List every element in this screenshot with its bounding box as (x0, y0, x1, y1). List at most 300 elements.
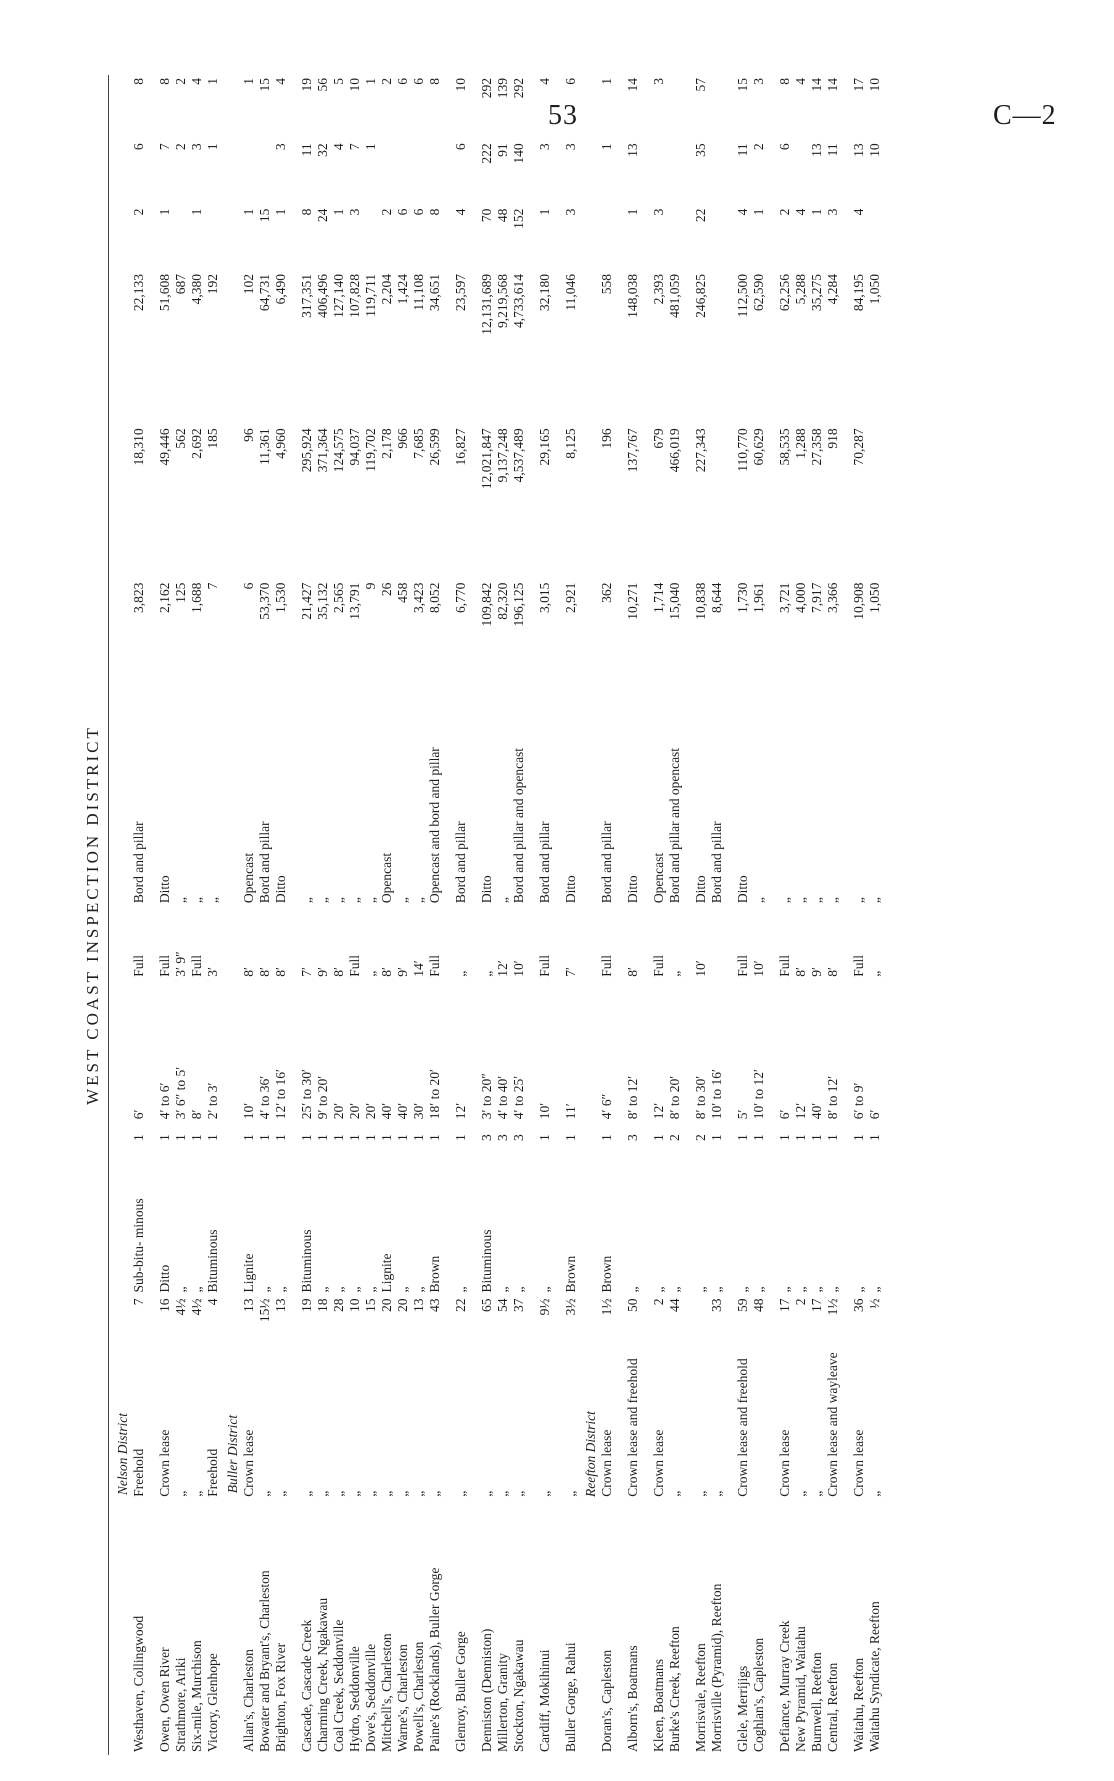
mine-name-cell: Coal Creek, Seddonville (331, 1619, 346, 1752)
coal-class-cell: „ (511, 1286, 526, 1293)
output-total-cell: 9,219,568 (495, 273, 510, 328)
output-previous-cell: 58,535 (777, 428, 792, 466)
working-method-cell: „ (173, 897, 188, 904)
employees-total-cell: 4 (273, 78, 288, 85)
table-row (173, 75, 189, 1755)
employees-below-cell: 1 (751, 208, 766, 216)
output-year-cell: 8,052 (427, 582, 442, 614)
seams-cell: 1 (379, 1134, 394, 1142)
seams-cell: 3 (625, 1134, 640, 1142)
tenure-cell: „ (809, 1490, 824, 1497)
output-total-cell: 62,590 (751, 273, 766, 312)
employees-above-cell: 140 (511, 143, 526, 164)
area-cell: 17 (777, 1298, 792, 1313)
output-year-cell: 3,823 (131, 582, 146, 614)
seams-cell: 3 (495, 1134, 510, 1142)
output-previous-cell: 49,446 (157, 428, 172, 466)
thickness-worked-cell: Full (537, 954, 552, 977)
coal-class-cell: „ (189, 1286, 204, 1293)
coal-class-cell: Lignite (379, 1253, 394, 1293)
mine-name-cell: Glele, Merrijigs (735, 1665, 750, 1752)
employees-total-cell: 10 (867, 78, 882, 92)
thickness-worked-cell: 12′ (495, 960, 510, 977)
output-year-cell: 35,132 (315, 582, 330, 620)
output-previous-cell: 137,767 (625, 428, 640, 473)
output-total-cell (709, 271, 725, 425)
row-spacer (289, 75, 299, 1755)
employees-total-cell: 2 (173, 78, 188, 85)
employees-total-cell: 1 (363, 78, 378, 85)
table-row (315, 75, 331, 1755)
employees-total-cell: 6 (563, 78, 578, 85)
area-cell: 20 (379, 1298, 394, 1313)
coal-class-cell: „ (411, 1286, 426, 1293)
seams-cell: 1 (751, 1134, 766, 1142)
district-title: WEST COAST INSPECTION DISTRICT (83, 725, 102, 1105)
coal-class-cell: „ (825, 1286, 840, 1293)
table-row (427, 75, 443, 1755)
thickness-worked-cell: Full (427, 954, 442, 977)
employees-above-cell: 7 (347, 143, 362, 151)
mine-name-cell: Waitahu, Reefton (851, 1657, 866, 1752)
area-cell: 17 (809, 1298, 824, 1313)
tenure-cell: „ (331, 1490, 346, 1497)
output-total-cell: 687 (173, 273, 188, 295)
seams-cell: 1 (825, 1134, 840, 1142)
mine-name-cell: Kleen, Boatmans (651, 1659, 666, 1752)
employees-below-cell: 152 (511, 208, 526, 229)
output-previous-cell: 8,125 (563, 428, 578, 459)
tenure-cell: „ (363, 1490, 378, 1497)
thickness-worked-cell: 8′ (825, 967, 840, 977)
working-method-cell: Ditto (735, 875, 750, 904)
output-total-cell: 4,284 (825, 273, 840, 305)
mine-name-cell: Morrisvale, Reefton (693, 1643, 708, 1752)
thickness-worked-cell: 9′ (315, 967, 330, 977)
seam-thickness-cell: 4′ to 6′ (157, 1082, 172, 1120)
rotated-table-region (80, 75, 1090, 1755)
table-row (453, 75, 469, 1755)
mine-name-cell: Warne's, Charleston (395, 1644, 410, 1752)
output-year-cell: 3,721 (777, 582, 792, 614)
employees-total-cell: 14 (625, 78, 640, 92)
employees-above-cell: 13 (851, 143, 866, 157)
employees-total-cell: 10 (347, 78, 362, 92)
employees-total-cell: 57 (693, 78, 708, 92)
output-total-cell: 2,393 (651, 273, 666, 305)
employees-below-cell: 1 (241, 208, 256, 216)
row-spacer (767, 75, 777, 1755)
thickness-worked-cell: „ (363, 970, 378, 977)
working-method-cell: Opencast (241, 852, 256, 904)
output-year-cell: 3,366 (825, 582, 840, 614)
employees-above-cell (257, 140, 273, 205)
area-cell: 10 (347, 1298, 362, 1313)
employees-above-cell: 7 (157, 143, 172, 151)
employees-above-cell (379, 140, 395, 205)
employees-total-cell: 4 (189, 78, 204, 85)
thickness-worked-cell: 8′ (257, 967, 272, 977)
output-year-cell: 15,040 (667, 582, 682, 620)
seams-cell: 1 (563, 1134, 578, 1142)
employees-above-cell (709, 140, 725, 205)
employees-total-cell (667, 75, 683, 140)
area-cell: ½ (867, 1298, 882, 1309)
coal-class-cell: Lignite (241, 1253, 256, 1293)
coal-class-cell: Ditto (157, 1264, 172, 1293)
mine-name-cell: Charming Creek, Ngakawau (315, 1597, 330, 1752)
seam-thickness-cell: 18′ to 20′ (427, 1069, 442, 1120)
employees-above-cell: 6 (777, 143, 792, 151)
seam-thickness-cell: 10′ to 16′ (709, 1069, 724, 1120)
employees-total-cell: 4 (793, 78, 808, 85)
coal-class-cell: Bituminous (299, 1229, 314, 1293)
row-spacer (443, 75, 453, 1755)
tenure-cell: „ (379, 1490, 394, 1497)
coal-class-cell: „ (315, 1286, 330, 1293)
employees-below-cell: 2 (131, 208, 146, 216)
employees-above-cell: 11 (825, 143, 840, 157)
working-method-cell: Bord and pillar (537, 821, 552, 904)
area-cell: 43 (427, 1298, 442, 1313)
mine-name-cell: Burke's Creek, Reefton (667, 1626, 682, 1752)
output-year-cell: 3,015 (537, 582, 552, 614)
output-previous-cell: 7,685 (411, 428, 426, 459)
tenure-cell: Crown lease (599, 1429, 614, 1497)
row-spacer (147, 75, 157, 1755)
employees-below-cell: 3 (825, 208, 840, 216)
coal-class-cell: „ (777, 1286, 792, 1293)
seams-cell: 1 (709, 1134, 724, 1142)
employees-above-cell: 2 (751, 143, 766, 151)
district-subheading: Buller District (225, 1414, 240, 1494)
output-year-cell: 458 (395, 582, 410, 603)
output-year-cell: 7 (205, 582, 220, 590)
output-previous-cell (709, 425, 725, 579)
tenure-cell: „ (347, 1490, 362, 1497)
seams-cell: 2 (693, 1134, 708, 1142)
working-method-cell: „ (331, 897, 346, 904)
area-cell: 20 (395, 1298, 410, 1313)
area-cell: 2 (793, 1298, 808, 1306)
employees-below-cell: 1 (331, 208, 346, 216)
tenure-cell: Crown lease (157, 1429, 172, 1497)
seam-thickness-cell: 4′ to 25′ (511, 1075, 526, 1120)
seams-cell: 3 (511, 1134, 526, 1142)
working-method-cell: Ditto (479, 875, 494, 904)
output-total-cell: 34,651 (427, 273, 442, 312)
coal-class-cell: „ (495, 1286, 510, 1293)
employees-total-cell: 2 (379, 78, 394, 85)
seam-thickness-cell: 20′ (347, 1102, 362, 1120)
employees-above-cell (651, 140, 667, 205)
mine-name-cell: Doran's, Capleston (599, 1649, 614, 1752)
thickness-worked-cell: 3′ 9″ (173, 951, 188, 977)
employees-below-cell: 1 (625, 208, 640, 216)
output-total-cell: 102 (241, 273, 256, 295)
table-row (793, 75, 809, 1755)
employees-above-cell (427, 140, 443, 205)
seams-cell: 1 (793, 1134, 808, 1142)
seams-cell: 1 (777, 1134, 792, 1142)
seams-cell: 1 (651, 1134, 666, 1142)
working-method-cell: „ (395, 897, 410, 904)
output-year-cell: 10,838 (693, 582, 708, 620)
seam-thickness-cell: 8′ to 30′ (693, 1075, 708, 1120)
coal-class-cell: „ (173, 1286, 188, 1293)
mine-name-cell: Westhaven, Collingwood (131, 1615, 146, 1752)
seam-thickness-cell: 2′ to 3′ (205, 1082, 220, 1120)
output-year-cell: 10,271 (625, 582, 640, 620)
thickness-worked-cell: „ (667, 970, 682, 977)
employees-above-cell: 11 (299, 143, 314, 157)
working-method-cell: Opencast (651, 852, 666, 904)
table-row (651, 75, 667, 1755)
employees-above-cell (411, 140, 427, 205)
employees-below-cell: 8 (299, 208, 314, 216)
mine-name-cell: Dove's, Seddonville (363, 1643, 378, 1752)
employees-total-cell: 17 (851, 78, 866, 92)
tenure-cell: „ (411, 1490, 426, 1497)
tenure-cell: „ (395, 1490, 410, 1497)
output-year-cell: 2,162 (157, 582, 172, 614)
table-row (241, 75, 257, 1755)
employees-above-cell: 6 (131, 143, 146, 151)
mine-name-cell: Mitchell's, Charleston (379, 1633, 394, 1752)
tenure-cell: „ (693, 1490, 708, 1497)
seam-thickness-cell: 8′ to 12′ (625, 1075, 640, 1120)
employees-below-cell: 1 (809, 208, 824, 216)
area-cell: 54 (495, 1298, 510, 1313)
employees-above-cell: 1 (363, 143, 378, 151)
employees-total-cell: 1 (241, 78, 256, 85)
seams-cell: 1 (809, 1134, 824, 1142)
mine-name-cell: Defiance, Murray Creek (777, 1620, 792, 1752)
output-year-cell: 2,565 (331, 582, 346, 614)
employees-above-cell: 35 (693, 143, 708, 157)
employees-above-cell: 10 (867, 143, 882, 157)
area-cell: 9½ (537, 1298, 552, 1316)
employees-below-cell: 4 (793, 208, 808, 216)
employees-above-cell: 4 (331, 143, 346, 151)
output-total-cell: 1,424 (395, 273, 410, 305)
employees-total-cell: 6 (395, 78, 410, 85)
area-cell: 2 (651, 1298, 666, 1306)
table-row (157, 75, 173, 1755)
area-cell: 65 (479, 1298, 494, 1313)
tenure-cell: „ (563, 1490, 578, 1497)
output-previous-cell: 119,702 (363, 428, 378, 472)
seams-cell: 1 (363, 1134, 378, 1142)
seams-cell: 1 (315, 1134, 330, 1142)
seams-cell: 1 (851, 1134, 866, 1142)
employees-below-cell: 1 (273, 208, 288, 216)
tenure-cell: „ (495, 1490, 510, 1497)
seams-cell: 1 (157, 1134, 172, 1142)
seam-thickness-cell: 6′ to 9′ (851, 1082, 866, 1120)
table-row (625, 75, 641, 1755)
working-method-cell: Ditto (563, 875, 578, 904)
tenure-cell: „ (427, 1490, 442, 1497)
seam-thickness-cell: 12′ to 16′ (273, 1069, 288, 1120)
seam-thickness-cell: 3′ 6″ to 5′ (173, 1066, 188, 1120)
seams-cell: 1 (173, 1134, 188, 1142)
output-year-cell: 10,908 (851, 582, 866, 620)
output-year-cell: 1,530 (273, 582, 288, 614)
employees-below-cell: 1 (537, 208, 552, 216)
employees-total-cell: 4 (537, 78, 552, 85)
output-year-cell: 13,791 (347, 582, 362, 620)
section-code: C—2 (993, 100, 1057, 131)
coal-class-cell: „ (735, 1286, 750, 1293)
thickness-worked-cell: 14′ (411, 960, 426, 977)
seams-cell: 1 (599, 1134, 614, 1142)
output-total-cell: 11,046 (563, 273, 578, 311)
table-body (109, 75, 884, 1755)
area-cell: 36 (851, 1298, 866, 1313)
output-total-cell: 107,828 (347, 273, 362, 318)
seam-thickness-cell: 10′ (241, 1102, 256, 1120)
area-cell: 59 (735, 1298, 750, 1313)
tenure-cell: „ (709, 1490, 724, 1497)
area-cell: 3½ (563, 1298, 578, 1316)
output-previous-cell: 27,358 (809, 428, 824, 466)
table-row (411, 75, 427, 1755)
output-previous-cell: 679 (651, 428, 666, 449)
output-year-cell: 4,000 (793, 582, 808, 614)
employees-above-cell (793, 140, 809, 205)
working-method-cell: „ (347, 897, 362, 904)
output-year-cell: 26 (379, 582, 394, 597)
mine-name-cell: Allan's, Charleston (241, 1649, 256, 1752)
tenure-cell: „ (273, 1490, 288, 1497)
seam-thickness-cell: 40′ (809, 1102, 824, 1120)
working-method-cell: „ (411, 897, 426, 904)
seam-thickness-cell: 3′ to 20″ (479, 1073, 494, 1120)
employees-above-cell: 1 (599, 143, 614, 151)
seam-thickness-cell: 40′ (395, 1102, 410, 1120)
tenure-cell (751, 1345, 767, 1499)
district-subheading: Nelson District (115, 1412, 130, 1496)
working-method-cell: „ (189, 897, 204, 904)
employees-above-cell: 3 (563, 143, 578, 151)
row-spacer (553, 75, 563, 1755)
area-cell: 13 (411, 1298, 426, 1313)
employees-above-cell: 32 (315, 143, 330, 157)
employees-total-cell: 10 (453, 78, 468, 92)
mine-name-cell: Buller Gorge, Rahui (563, 1642, 578, 1752)
mine-name-cell: Denniston (Denniston) (479, 1628, 494, 1752)
seam-thickness-cell: 10′ to 12′ (751, 1069, 766, 1120)
table-row (395, 75, 411, 1755)
seam-thickness-cell: 6′ (777, 1109, 792, 1120)
output-total-cell: 317,351 (299, 273, 314, 318)
employees-below-cell (205, 206, 221, 271)
area-cell: 1½ (825, 1298, 840, 1316)
working-method-cell: Opencast and bord and pillar (427, 747, 442, 904)
employees-total-cell: 1 (205, 78, 220, 85)
table-row (563, 75, 579, 1755)
output-previous-cell: 966 (395, 428, 410, 449)
thickness-worked-cell: 10′ (693, 960, 708, 977)
working-method-cell: „ (205, 897, 220, 904)
employees-below-cell: 2 (777, 208, 792, 216)
employees-total-cell: 56 (315, 78, 330, 92)
employees-above-cell: 1 (205, 143, 220, 151)
district-subheading-row (579, 75, 599, 1755)
seams-cell: 1 (395, 1134, 410, 1142)
employees-total-cell: 8 (157, 78, 172, 85)
employees-below-cell (599, 206, 615, 271)
tenure-cell: „ (453, 1490, 468, 1497)
employees-above-cell: 3 (189, 143, 204, 151)
working-method-cell: Bord and pillar (599, 821, 614, 904)
employees-total-cell: 15 (257, 78, 272, 92)
seam-thickness-cell: 12′ (793, 1102, 808, 1120)
thickness-worked-cell: 3′ (205, 967, 220, 977)
output-year-cell: 125 (173, 582, 188, 603)
working-method-cell: Bord and pillar and opencast (667, 747, 682, 904)
tenure-cell: „ (793, 1490, 808, 1497)
coal-class-cell: „ (867, 1286, 882, 1293)
output-total-cell: 148,038 (625, 273, 640, 318)
employees-total-cell: 1 (599, 78, 614, 85)
seams-cell: 1 (273, 1134, 288, 1142)
output-total-cell: 6,490 (273, 273, 288, 305)
employees-below-cell: 2 (379, 208, 394, 216)
working-method-cell: Opencast (379, 852, 394, 904)
seams-cell: 1 (299, 1134, 314, 1142)
thickness-worked-cell: Full (157, 954, 172, 977)
area-cell: 15 (363, 1298, 378, 1313)
working-method-cell: „ (809, 897, 824, 904)
area-cell: 50 (625, 1298, 640, 1313)
output-previous-cell: 466,019 (667, 428, 682, 473)
output-total-cell: 112,500 (735, 273, 750, 318)
row-spacer (641, 75, 651, 1755)
tenure-cell: „ (511, 1490, 526, 1497)
output-previous-cell: 94,037 (347, 428, 362, 466)
employees-above-cell: 2 (173, 143, 188, 151)
output-year-cell: 6,770 (453, 582, 468, 614)
output-total-cell: 51,608 (157, 273, 172, 312)
employees-total-cell: 15 (735, 78, 750, 92)
output-previous-cell: 562 (173, 428, 188, 449)
output-year-cell: 3,423 (411, 582, 426, 614)
output-total-cell: 11,108 (411, 273, 426, 311)
working-method-cell: „ (777, 897, 792, 904)
seam-thickness-cell: 20′ (331, 1102, 346, 1120)
area-cell: 44 (667, 1298, 682, 1313)
area-cell: 33 (709, 1298, 724, 1313)
mine-name-cell: Alborn's, Boatmans (625, 1645, 640, 1752)
thickness-worked-cell: 7′ (563, 967, 578, 977)
thickness-worked-cell: 10′ (751, 960, 766, 977)
seam-thickness-cell: 5′ (735, 1109, 750, 1120)
output-total-cell: 246,825 (693, 273, 708, 318)
seams-cell: 1 (453, 1134, 468, 1142)
output-total-cell: 62,256 (777, 273, 792, 312)
coal-class-cell: „ (693, 1286, 708, 1293)
output-previous-cell: 12,021,847 (479, 428, 494, 490)
coal-class-cell: „ (751, 1286, 766, 1293)
employees-above-cell: 222 (479, 143, 494, 164)
tenure-cell: Crown lease and wayleave (825, 1352, 840, 1497)
seams-cell: 1 (735, 1134, 750, 1142)
working-method-cell: Bord and pillar and opencast (511, 747, 526, 904)
working-method-cell: „ (315, 897, 330, 904)
output-previous-cell: 4,960 (273, 428, 288, 459)
